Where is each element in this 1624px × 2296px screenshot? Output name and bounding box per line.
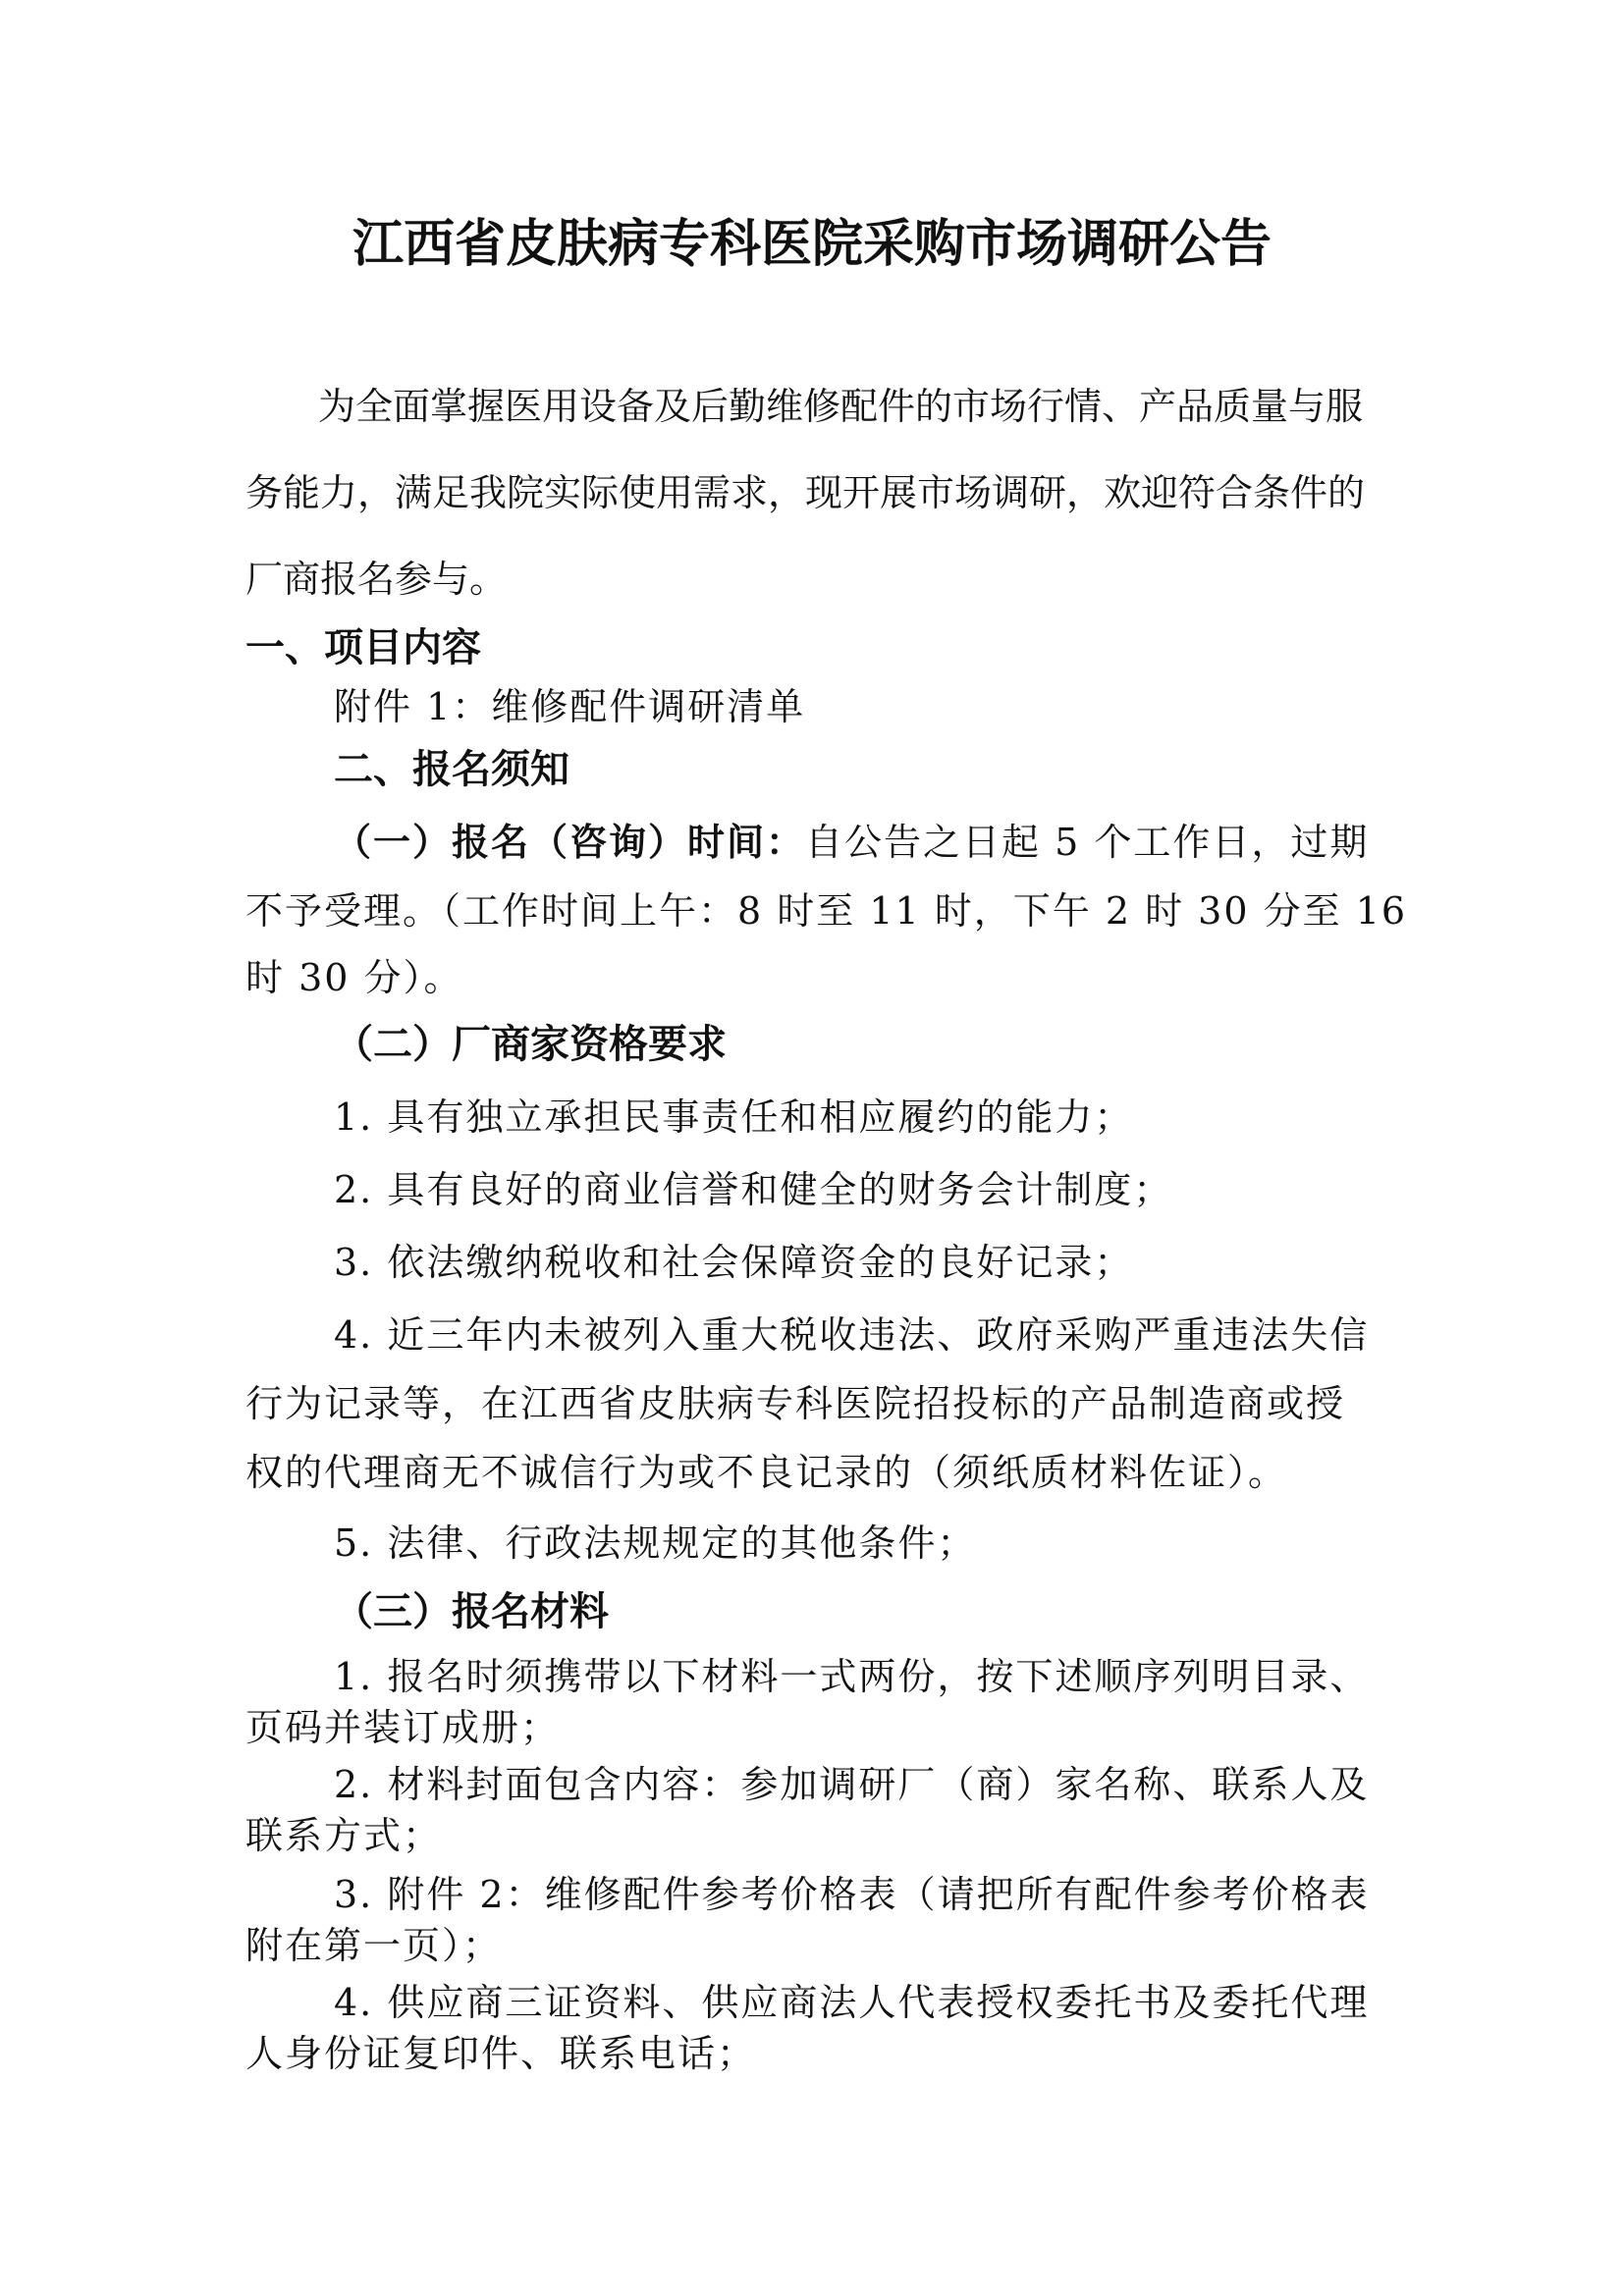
materials-item: 1. 报名时须携带以下材料一式两份，按下述顺序列明目录、 xyxy=(334,1655,1370,1698)
qualification-item-cont: 权的代理商无不诚信行为或不良记录的（须纸质材料佐证）。 xyxy=(245,1451,1288,1494)
attachment-1-line: 附件 1：维修配件调研清单 xyxy=(334,685,806,728)
qualification-item: 5. 法律、行政法规规定的其他条件； xyxy=(334,1522,977,1565)
materials-item-cont: 附在第一页）； xyxy=(245,1924,503,1967)
qualification-item: 2. 具有良好的商业信誉和健全的财务会计制度； xyxy=(334,1168,1173,1211)
time-line-1-rest: 自公告之日起 5 个工作日，过期 xyxy=(805,821,1370,864)
materials-item: 3. 附件 2：维修配件参考价格表（请把所有配件参考价格表 xyxy=(334,1873,1370,1916)
materials-item: 2. 材料封面包含内容：参加调研厂（商）家名称、联系人及 xyxy=(334,1763,1370,1806)
qualification-heading: （二）厂商家资格要求 xyxy=(334,1022,727,1067)
qualification-item: 3. 依法缴纳税收和社会保障资金的良好记录； xyxy=(334,1241,1134,1284)
materials-item-cont: 页码并装订成册； xyxy=(245,1706,561,1749)
materials-heading: （三）报名材料 xyxy=(334,1589,609,1634)
intro-line-2: 务能力，满足我院实际使用需求，现开展市场调研，欢迎符合条件的 xyxy=(245,471,1366,514)
qualification-item: 4. 近三年内未被列入重大税收违法、政府采购严重违法失信 xyxy=(334,1313,1370,1357)
time-label: （一）报名（咨询）时间： xyxy=(334,821,806,864)
section1-heading: 一、项目内容 xyxy=(245,625,481,670)
materials-item: 4. 供应商三证资料、供应商法人代表授权委托书及委托代理 xyxy=(334,1981,1370,2024)
materials-item-cont: 联系方式； xyxy=(245,1814,443,1857)
time-line-2: 不予受理。（工作时间上午：8 时至 11 时，下午 2 时 30 分至 16 xyxy=(245,889,1408,933)
intro-line-3: 厂商报名参与。 xyxy=(245,558,508,601)
qualification-item: 1. 具有独立承担民事责任和相应履约的能力； xyxy=(334,1095,1134,1139)
section2-heading: 二、报名须知 xyxy=(334,747,569,792)
qualification-item-cont: 行为记录等，在江西省皮肤病专科医院招投标的产品制造商或授 xyxy=(245,1382,1346,1425)
page-title: 江西省皮肤病专科医院采购市场调研公告 xyxy=(352,215,1272,274)
time-line-1 xyxy=(334,815,1369,870)
time-line-3: 时 30 分）。 xyxy=(245,956,463,999)
materials-item-cont: 人身份证复印件、联系电话； xyxy=(245,2032,757,2075)
intro-line-1: 为全面掌握医用设备及后勤维修配件的市场行情、产品质量与服 xyxy=(318,385,1364,428)
